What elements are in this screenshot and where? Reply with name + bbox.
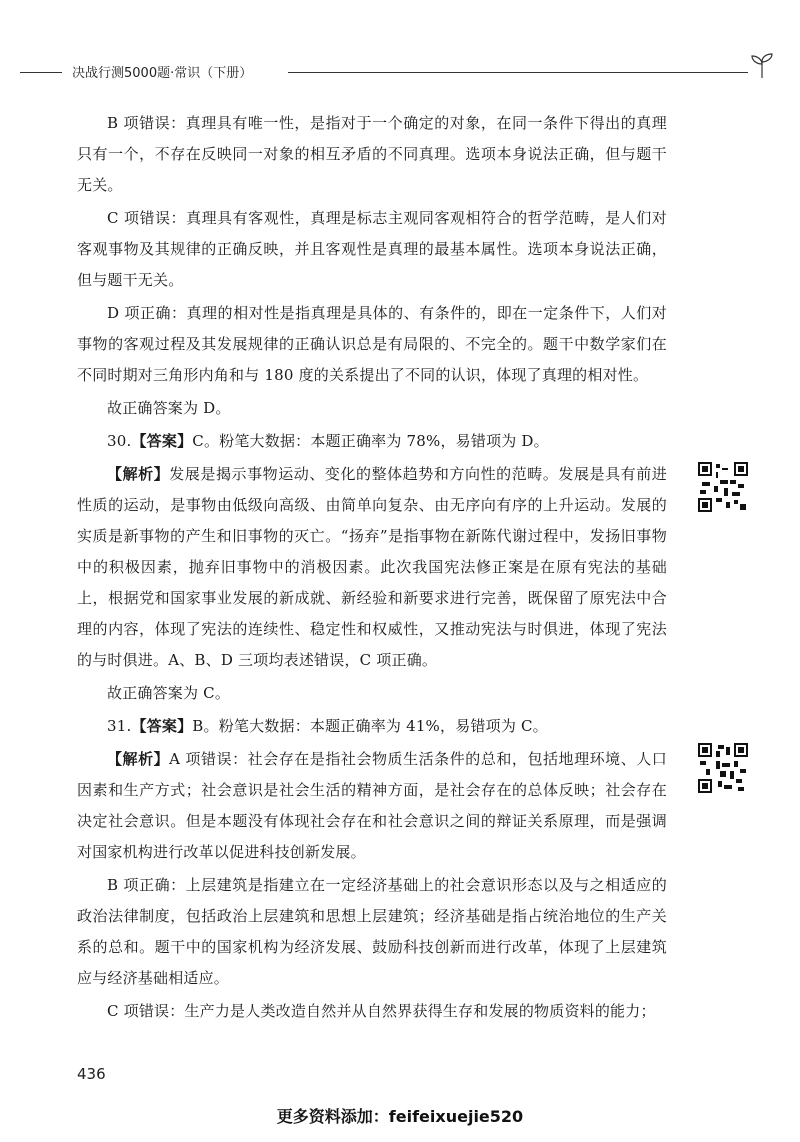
qr-code-icon[interactable] [698,462,748,512]
answer-30: 故正确答案为 C。 [107,684,231,702]
q31-analysis-text: A 项错误：社会存在是指社会物质生活条件的总和，包括地理环境、人口因素和生产方式；社会意识是社会生活的精神方面，是社会存在的总体反映；社会存在决定社会意识。但是本题没有体现社会存在和社会意识之间的辩证关系原理，而是强调对国家机构进行改革以促进科技创新发展。 [77,750,667,861]
q31-analysis-label: 【解析】 [107,750,170,768]
question-30-answer-line [77,426,667,457]
q30-analysis-label: 【解析】 [107,465,170,483]
q30-answer-label: 【答案】 [131,432,193,450]
q31-option-b: B 项正确：上层建筑是指建立在一定经济基础上的社会意识形态以及与之相适应的政治法律制度，包括政治上层建筑和思想上层建筑；经济基础是指占统治地位的生产关系的总和。题干中的国家机构为经济发展、鼓励科技创新而进行改革，体现了上层建筑应与经济基础相适应。 [77,876,667,987]
page-header [20,58,760,88]
q30-analysis-text: 发展是揭示事物运动、变化的整体趋势和方向性的范畴。发展是具有前进性质的运动，是事物由低级向高级、由简单向复杂、由无序向有序的上升运动。发展的实质是新事物的产生和旧事物的灭亡。“扬弃”是指事物在新陈代谢过程中，发扬旧事物中的积极因素，抛弃旧事物中的消极因素。此次我国宪法修正案是在原有宪法的基础上，根据党和国家事业发展的新成就、新经验和新要求进行完善，既保留了原宪法中合理的内容，体现了宪法的连续性、稳定性和权威性，又推动宪法与时俱进，体现了宪法的与时俱进。A、B、D 三项均表述错误，C 项正确。 [77,465,667,669]
question-31-analysis [77,744,667,868]
q30-number: 30. [107,432,132,450]
answer-29: 故正确答案为 D。 [107,399,231,417]
paragraph-c-wrong: C 项错误：真理具有客观性，真理是标志主观同客观相符合的哲学范畴，是人们对客观事物及其规律的正确反映，并且客观性是真理的最基本属性。选项本身说法正确，但与题干无关。 [77,209,667,289]
q30-answer-rest: C。粉笔大数据：本题正确率为 78%，易错项为 D。 [192,432,549,450]
sprout-icon [748,52,776,80]
page-number: 436 [77,1065,106,1083]
q31-answer-label: 【答案】 [131,717,193,735]
q31-option-c: C 项错误：生产力是人类改造自然并从自然界获得生存和发展的物质资料的能力； [107,1002,656,1020]
header-rule-right [288,72,748,73]
question-30-analysis [77,459,667,676]
question-31-answer-line [77,711,667,742]
qr-code-icon[interactable] [698,743,748,793]
page-content [77,108,667,1029]
footer-note: 更多资料添加：feifeixuejie520 [276,1107,524,1126]
q31-number: 31. [107,717,132,735]
paragraph-b-wrong: B 项错误：真理具有唯一性，是指对于一个确定的对象，在同一条件下得出的真理只有一个，不存在反映同一对象的相互矛盾的不同真理。选项本身说法正确，但与题干无关。 [77,114,667,194]
header-rule-left [20,72,62,73]
header-title: 决战行测5000题·常识（下册） [72,66,253,81]
q31-answer-rest: B。粉笔大数据：本题正确率为 41%，易错项为 C。 [192,717,548,735]
paragraph-d-correct: D 项正确：真理的相对性是指真理是具体的、有条件的，即在一定条件下，人们对事物的客观过程及其发展规律的正确认识总是有局限的、不完全的。题干中数学家们在不同时期对三角形内角和与 180 度的关系提出了不同的认识，体现了真理的相对性。 [77,304,667,384]
